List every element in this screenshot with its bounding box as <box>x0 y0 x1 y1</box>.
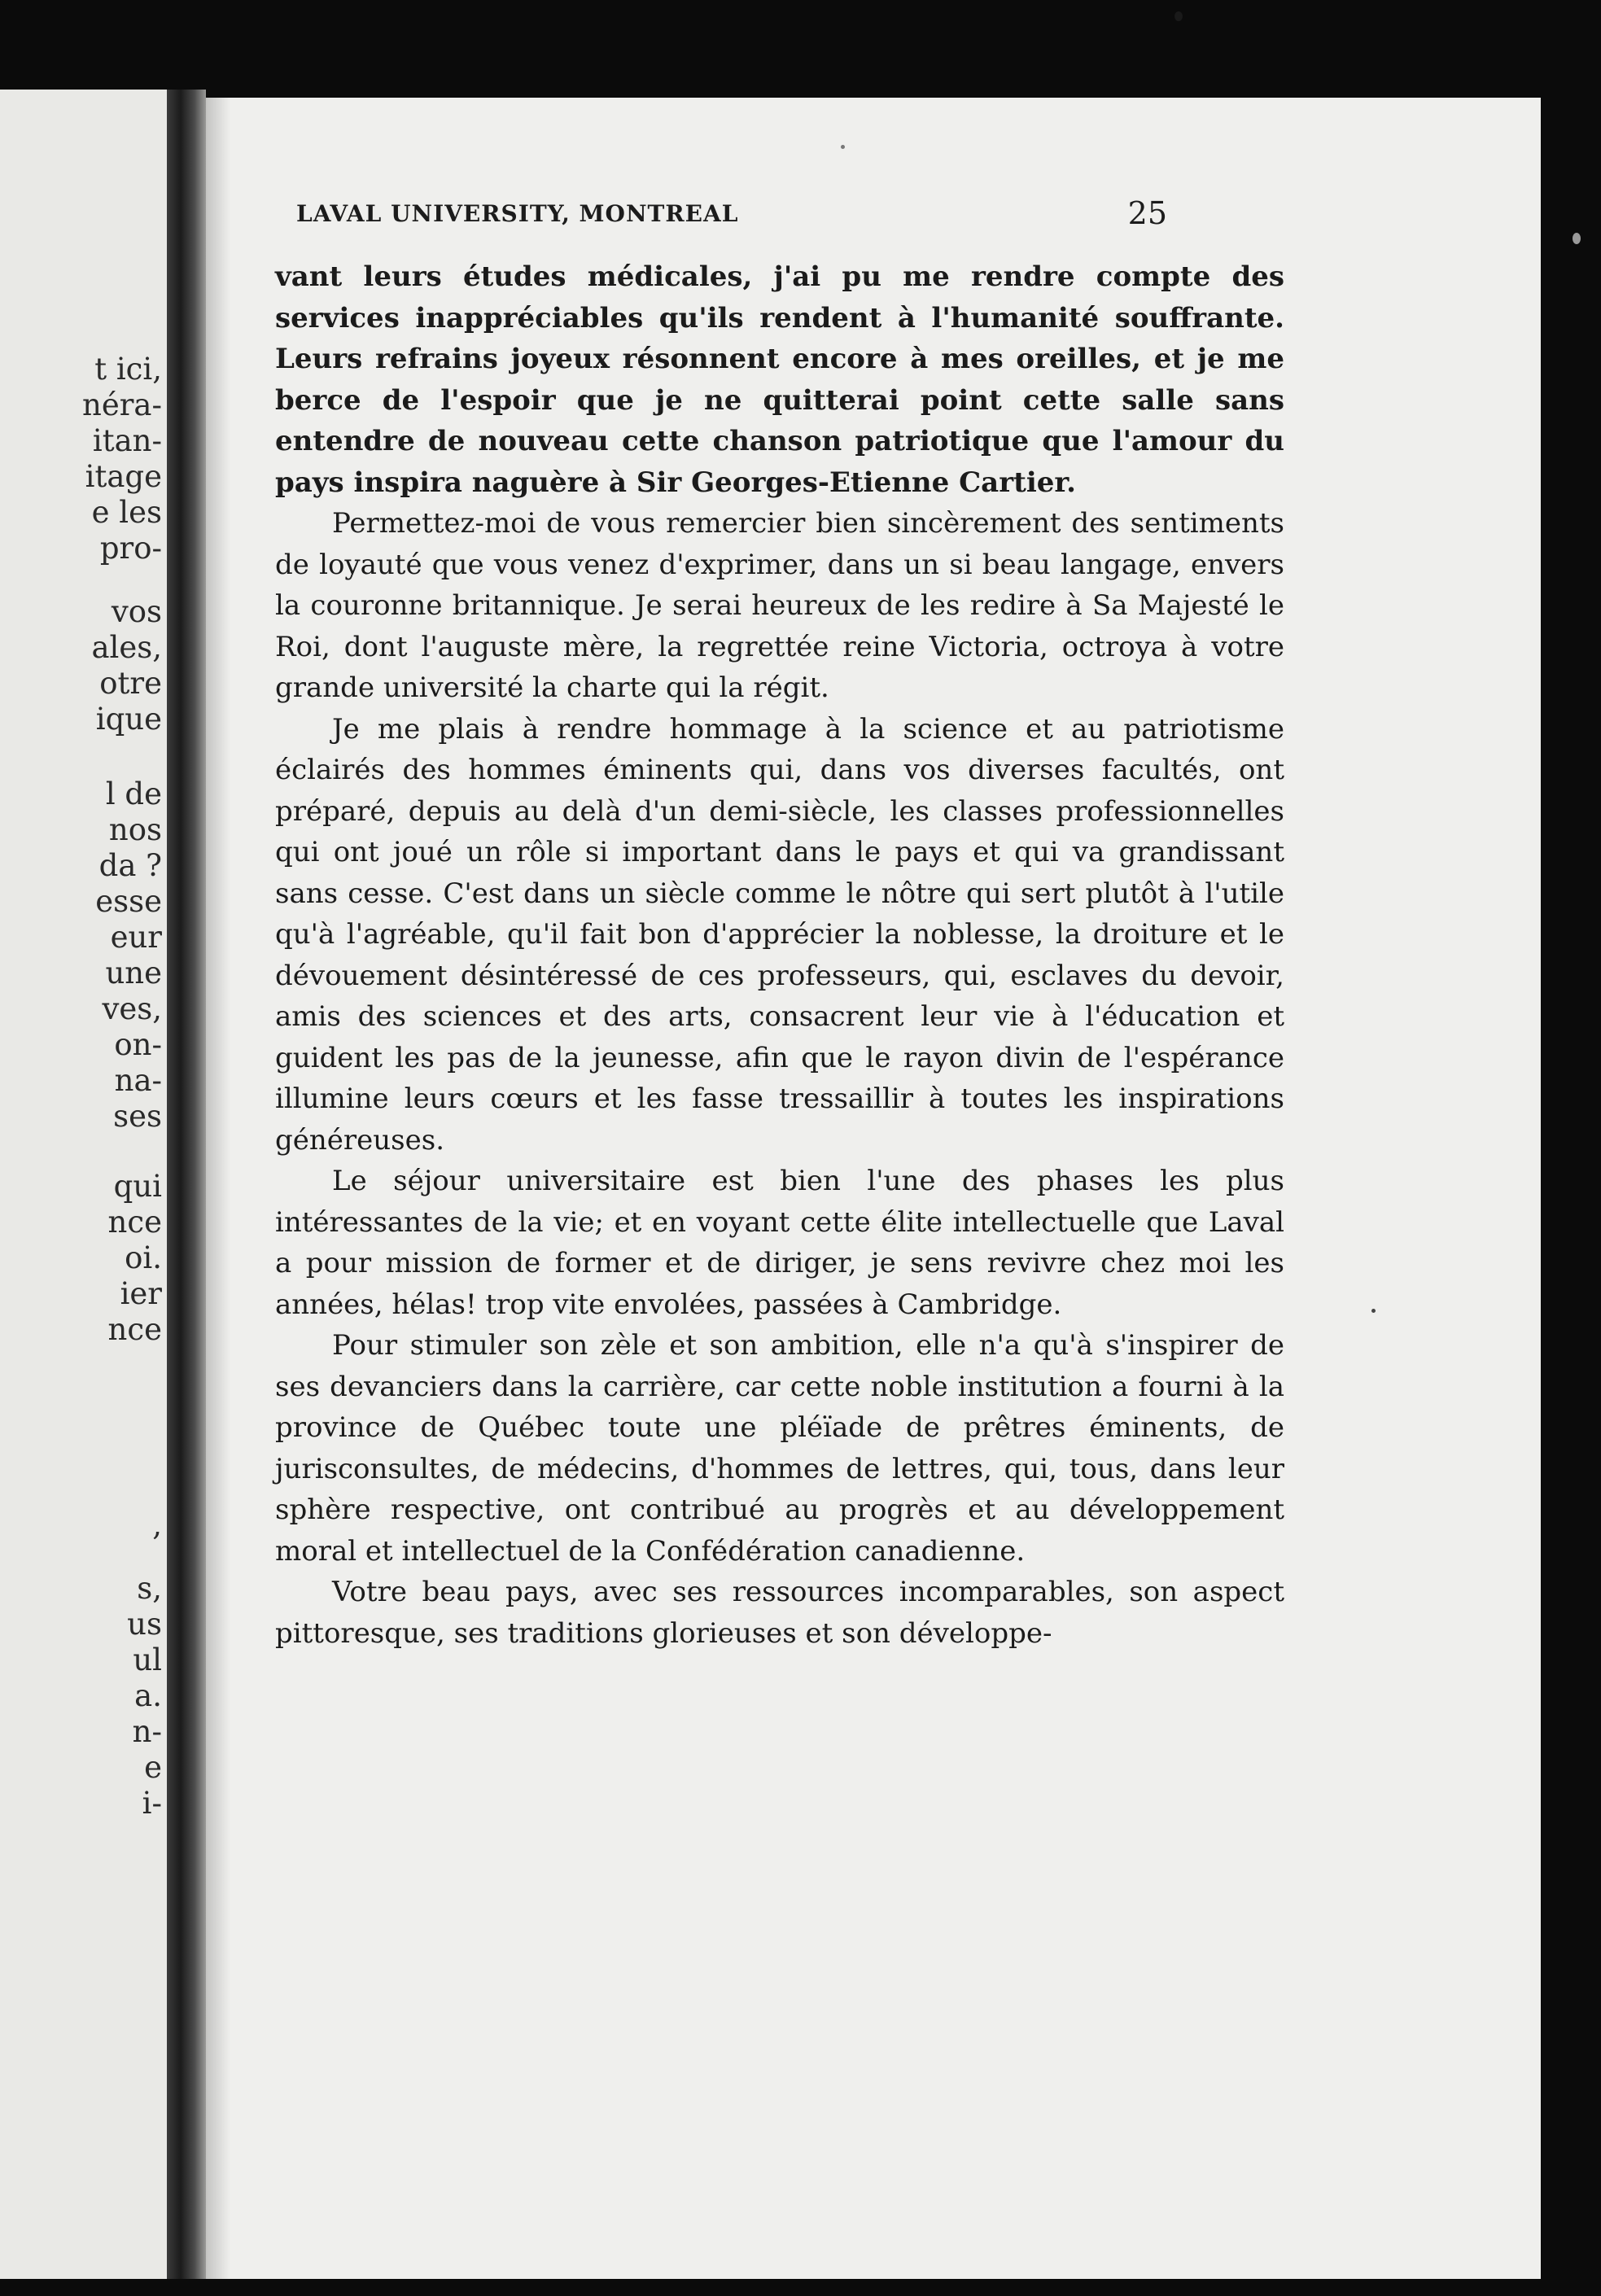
left-page-fragment: na- <box>114 1063 162 1098</box>
left-page-fragment: pro- <box>99 531 162 566</box>
left-page-fragment: ul <box>133 1642 162 1677</box>
left-page-fragment: une <box>105 956 162 991</box>
left-page-fragment: e les <box>91 495 162 530</box>
book-gutter <box>167 90 206 2279</box>
paragraph-6: Votre beau pays, avec ses ressources incomparables, son aspect pittoresque, ses traditions glorieuses et son développe- <box>275 1576 1284 1650</box>
left-page-edge <box>0 90 167 2279</box>
scan-speck <box>1371 1309 1376 1313</box>
left-page-fragment: ales, <box>91 630 162 665</box>
left-page-fragment: us <box>127 1607 162 1642</box>
left-page-fragment: e <box>144 1750 162 1785</box>
left-page-fragment: esse <box>95 884 162 919</box>
left-page-fragment: s, <box>137 1571 162 1606</box>
left-page-fragment: ier <box>120 1276 162 1311</box>
left-page-fragment: otre <box>99 666 162 701</box>
left-page-fragment: on- <box>114 1027 162 1062</box>
left-page-fragment: l de <box>105 776 162 811</box>
left-page-fragment: nos <box>108 812 162 847</box>
paragraph-2: Permettez-moi de vous remercier bien sincèrement des sentiments de loyauté que vous venez d'exprimer, dans un si beau langage, envers la couronne britannique. Je serai heureux de les redire à Sa Majesté le Roi, dont l'auguste mère, la regrettée reine Victoria, octroya à votre grande université la charte qui la régit. <box>275 507 1284 704</box>
left-page-fragment: ves, <box>102 991 162 1026</box>
left-page-fragment: néra- <box>82 387 162 422</box>
left-page-fragment: i- <box>142 1786 162 1821</box>
right-border <box>1541 90 1601 2279</box>
left-page-fragment: itage <box>85 459 162 494</box>
left-page-fragment: nce <box>107 1205 162 1240</box>
running-head: LAVAL UNIVERSITY, MONTREAL <box>296 200 739 227</box>
page-shadow <box>206 98 230 2279</box>
paragraph-3: Je me plais à rendre hommage à la science et au patriotisme éclairés des hommes éminents qui, dans vos diverses facultés, ont préparé, depuis au delà d'un demi-siècle, les classes professionnelles qui ont joué un rôle si important dans le pays et qui va grandissant sans cesse. C'est dans un siècle comme le nôtre qui sert plutôt à l'utile qu'à l'agréable, qu'il fait bon d'apprécier la noblesse, la droiture et le dévouement désintéressé de ces professeurs, qui, esclaves du devoir, amis des sciences et des arts, consacrent leur vie à l'éducation et guident les pas de la jeunesse, afin que le rayon divin de l'espérance illumine leurs cœurs et les fasse tressaillir à toutes les inspirations généreuses. <box>275 712 1284 1157</box>
left-page-fragment: a. <box>134 1678 162 1713</box>
paragraph-4: Le séjour universitaire est bien l'une des phases les plus intéressantes de la vie; et en voyant cette élite intellectuelle que Laval a pour mission de former et de diriger, je sens revivre chez moi les années, hélas! trop vite envolées, passées à Cambridge. <box>275 1165 1284 1321</box>
scan-speck <box>1175 11 1183 21</box>
body-text <box>275 256 1284 1654</box>
left-page-fragment: vos <box>111 594 162 629</box>
left-page-fragment: oi. <box>125 1240 162 1275</box>
paragraph-1: vant leurs études médicales, j'ai pu me rendre compte des services inappréciables qu'ils rendent à l'humanité souffrante. Leurs refrains joyeux résonnent encore à mes oreilles, et je me berce de l'espoir que je ne quitterai point cette salle sans entendre de nouveau cette chanson patriotique que l'amour du pays inspira naguère à Sir Georges-Etienne Cartier. <box>275 260 1284 499</box>
scan-speck <box>841 145 845 149</box>
paragraph-5: Pour stimuler son zèle et son ambition, elle n'a qu'à s'inspirer de ses devanciers dans la carrière, car cette noble institution a fourni à la province de Québec toute une pléïade de prêtres éminents, de jurisconsultes, de médecins, d'hommes de lettres, qui, tous, dans leur sphère respective, ont contribué au progrès et au développement moral et intellectuel de la Confédération canadienne. <box>275 1329 1284 1568</box>
left-page-fragment: da ? <box>98 848 162 883</box>
left-page-fragment: nce <box>107 1312 162 1347</box>
left-page-fragment: itan- <box>92 423 162 458</box>
left-page-fragment: , <box>152 1507 162 1542</box>
page-number: 25 <box>1127 195 1167 231</box>
left-page-fragment: n- <box>132 1714 162 1749</box>
scan-speck <box>1573 233 1581 244</box>
left-page-fragment: ique <box>95 702 162 737</box>
page-header <box>296 195 1167 244</box>
left-page-fragment: t ici, <box>94 352 162 387</box>
left-page-fragment: eur <box>110 920 162 955</box>
left-page-fragment: ses <box>113 1099 162 1134</box>
left-page-fragment: qui <box>113 1169 162 1204</box>
